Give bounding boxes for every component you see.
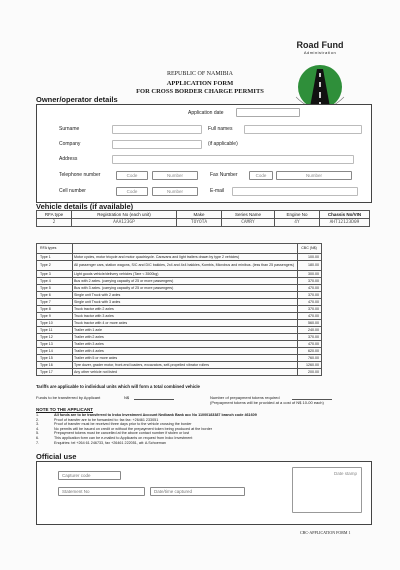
fax-code-field[interactable]: Code xyxy=(249,171,273,180)
email-field[interactable] xyxy=(232,187,358,196)
rates-cell-type: Type 5 xyxy=(37,285,73,292)
rates-cell-cbc: 200.00 xyxy=(298,369,322,376)
rates-cell-description: Single unit Truck with 2 axles xyxy=(73,292,298,299)
rates-row xyxy=(37,327,322,334)
official-use-title: Official use xyxy=(36,452,77,461)
owner-section-title: Owner/operator details xyxy=(36,95,118,104)
rates-cell-description: Motor cycles, motor tricycle and motor quadricycle. Caravans and light trailers drawn by type 2 vehicles) xyxy=(73,254,298,261)
logo-subname: Administration xyxy=(303,50,337,55)
rates-cell-type: Type 4 xyxy=(37,278,73,285)
rates-cell-cbc: 370.00 xyxy=(298,292,322,299)
company-if-applicable: (if applicable) xyxy=(208,141,238,147)
vehicle-cell-registration[interactable]: AAA123GP xyxy=(72,219,177,227)
rates-row xyxy=(37,341,322,348)
vehicle-table xyxy=(36,210,370,227)
rates-cell-description: Trailer with 3 axles xyxy=(73,341,298,348)
rates-row xyxy=(37,348,322,355)
note-item: 1. All funds are to be transferred to Iroko Investment Account Nedbank Bank acc No 11000183387 branch code 461609 xyxy=(36,413,257,417)
cell-label: Cell number xyxy=(59,188,86,194)
rates-cell-description: Any other vehicle not listed xyxy=(73,369,298,376)
vehicle-header-row xyxy=(37,211,370,219)
note-title: NOTE TO THE APPLICANT xyxy=(36,407,94,412)
rates-cell-cbc: 470.00 xyxy=(298,313,322,320)
logo-name: Road Fund xyxy=(296,40,344,50)
vehicle-header: Engine No xyxy=(275,211,320,219)
rates-row xyxy=(37,271,322,278)
rates-cell-cbc: 370.00 xyxy=(298,334,322,341)
vehicle-cell-series[interactable]: CAMRY xyxy=(222,219,275,227)
telephone-label: Telephone number xyxy=(59,172,101,178)
vehicle-cell-make[interactable]: TOYOTA xyxy=(177,219,222,227)
rates-row xyxy=(37,320,322,327)
rates-cell-type: Type 9 xyxy=(37,313,73,320)
rates-row xyxy=(37,254,322,261)
rates-row xyxy=(37,362,322,369)
rates-cell-cbc: 180.00 xyxy=(298,261,322,271)
rates-cell-description: Trailer with 1 axle xyxy=(73,327,298,334)
tokens-note: (Prepayment tokens will be provided at a cost of N$ 10-00 each) xyxy=(210,400,324,405)
note-item: 6. This application form can be e-mailed to Applicants on request from Iroko Investment xyxy=(36,435,193,440)
application-date-field[interactable] xyxy=(236,108,300,117)
rates-cell-type: Type 7 xyxy=(37,299,73,306)
rates-row xyxy=(37,285,322,292)
rates-cell-description: Bus with 2 axles. (carrying capacity of 25 or more passengers) xyxy=(73,278,298,285)
rates-cell-type: Type 8 xyxy=(37,306,73,313)
rates-row xyxy=(37,334,322,341)
telephone-number-field[interactable]: Number xyxy=(152,171,198,180)
rates-header-type: RFA types xyxy=(37,244,73,254)
date-stamp-field[interactable] xyxy=(292,467,362,513)
rates-cell-cbc: 470.00 xyxy=(298,285,322,292)
rates-cell-type: Type 17 xyxy=(37,369,73,376)
funds-label: Funds to be transferred by Applicant xyxy=(36,395,101,400)
email-label: E-mail xyxy=(210,188,225,194)
telephone-code-field[interactable]: Code xyxy=(116,171,148,180)
tariffs-note: Tariffs are applicable to individual units which will form a total combined vehicle xyxy=(36,384,200,389)
note-item: 4. No permits will be issued on credit or without the prepayment token being produced at the border xyxy=(36,426,213,431)
cell-number-field[interactable]: Number xyxy=(152,187,198,196)
rates-row xyxy=(37,278,322,285)
vehicle-cell-chassis[interactable]: AHT12123D09 xyxy=(320,219,370,227)
vehicle-header: Make xyxy=(177,211,222,219)
rates-cell-type: Type 6 xyxy=(37,292,73,299)
rates-cell-cbc: 620.00 xyxy=(298,348,322,355)
rates-cell-cbc: 300.00 xyxy=(298,271,322,278)
rates-cell-cbc: 470.00 xyxy=(298,341,322,348)
vehicle-cell-engine[interactable]: 4Y xyxy=(275,219,320,227)
rates-cell-description: Trailer with 4 axles xyxy=(73,348,298,355)
rates-cell-description: Tyre dozer, grader motor, front-end loaders, excavators, self-propelled vibrator rollers xyxy=(73,362,298,369)
rates-cell-type: Type 12 xyxy=(37,334,73,341)
fax-number-field[interactable]: Number xyxy=(276,171,352,180)
cell-code-field[interactable]: Code xyxy=(116,187,148,196)
rates-cell-description: Trailer with 2 axles xyxy=(73,334,298,341)
vehicle-header: RFA type xyxy=(37,211,72,219)
rfa-rates-table xyxy=(36,243,322,376)
note-list xyxy=(36,413,366,445)
rates-row xyxy=(37,369,322,376)
rates-cell-cbc: 370.00 xyxy=(298,306,322,313)
rates-header-description xyxy=(73,244,298,254)
rates-cell-description: All passenger cars, station wagons, S/C and D/C bakkies, 2x4 and 4x4 bakkies, Kombis, Microbus and minibus. (less than 25 passengers) xyxy=(73,261,298,271)
rates-cell-type: Type 2 xyxy=(37,261,73,271)
rates-cell-type: Type 1 xyxy=(37,254,73,261)
company-label: Company xyxy=(59,141,81,147)
rates-row xyxy=(37,261,322,271)
statement-no-field[interactable]: Statement No xyxy=(58,487,145,496)
note-item: 3. Proof of transfer must be received three days prior to the vehicle crossing the border xyxy=(36,422,192,427)
rates-cell-type: Type 13 xyxy=(37,341,73,348)
rates-cell-description: Truck tractor with 2 axles xyxy=(73,306,298,313)
country-title: REPUBLIC OF NAMIBIA xyxy=(166,71,233,77)
rates-cell-type: Type 10 xyxy=(37,320,73,327)
tokens-label: Number of prepayment tokens required xyxy=(210,395,280,400)
rates-row xyxy=(37,292,322,299)
vehicle-header: Series Name xyxy=(222,211,275,219)
rates-cell-cbc: 1260.00 xyxy=(298,362,322,369)
application-date-label: Application date xyxy=(188,110,224,116)
funds-amount-field[interactable] xyxy=(134,395,174,400)
datetime-captured-field[interactable]: Date/time captured xyxy=(150,487,245,496)
surname-label: Surname xyxy=(59,126,80,132)
rates-cell-type: Type 11 xyxy=(37,327,73,334)
rates-cell-description: Bus with 3 axles. (carrying capacity of 25 or more passengers) xyxy=(73,285,298,292)
rates-body xyxy=(37,254,322,376)
note-item: 5. Prepayment tokens must be cancelled at the above contact number if stolen or lost xyxy=(36,431,190,436)
capturer-code-field[interactable]: Capturer code xyxy=(58,471,121,480)
rates-row xyxy=(37,313,322,320)
rates-cell-description: Truck tractor with 3 axles xyxy=(73,313,298,320)
rates-cell-type: Type 16 xyxy=(37,362,73,369)
address-field[interactable] xyxy=(112,155,354,164)
rates-row xyxy=(37,306,322,313)
rates-cell-description: Trailer with 5 or more axles xyxy=(73,355,298,362)
rates-row xyxy=(37,299,322,306)
date-stamp-label: Date stamp xyxy=(333,471,357,476)
rates-cell-cbc: 560.00 xyxy=(298,320,322,327)
rates-cell-cbc: 760.00 xyxy=(298,355,322,362)
rates-cell-type: Type 15 xyxy=(37,355,73,362)
rates-cell-description: Single unit Truck with 3 axles xyxy=(73,299,298,306)
rates-cell-cbc: 470.00 xyxy=(298,299,322,306)
company-field[interactable] xyxy=(112,140,202,149)
rates-cell-type: Type 3 xyxy=(37,271,73,278)
vehicle-header: Chassis No/VIN xyxy=(320,211,370,219)
vehicle-section-title: Vehicle details (if available) xyxy=(36,202,134,211)
rates-cell-description: Truck tractor with 4 or more axles xyxy=(73,320,298,327)
rates-cell-type: Type 14 xyxy=(37,348,73,355)
vehicle-row[interactable] xyxy=(37,219,370,227)
rates-header-row xyxy=(37,244,322,254)
note-item: 7. Enquiries: tel +264 61 246733, fax +26461 222051, att: A.Schoeman xyxy=(36,440,166,445)
rates-cell-cbc: 370.00 xyxy=(298,278,322,285)
address-label: Address xyxy=(59,156,78,162)
rates-header-cbc: CBC (N$) xyxy=(298,244,322,254)
footer-form-code: CBC-APPLICATION FORM 1 xyxy=(300,530,351,535)
vehicle-cell-type[interactable]: 2 xyxy=(37,219,72,227)
form-title: APPLICATION FORM xyxy=(166,80,234,87)
funds-currency: N$ xyxy=(124,395,130,400)
rates-cell-description: Light goods vehicle/delivery vehicles (Tare < 3500kg) xyxy=(73,271,298,278)
vehicle-header: Registration No (each unit) xyxy=(72,211,177,219)
rates-cell-cbc: 100.00 xyxy=(298,254,322,261)
note-item: 2. Proof of transfer are to be forwarded to: fax fax: +26461 233051 xyxy=(36,417,159,422)
rates-row xyxy=(37,355,322,362)
full-names-field[interactable] xyxy=(244,125,362,134)
full-names-label: Full names xyxy=(208,126,233,132)
rates-cell-cbc: 240.00 xyxy=(298,327,322,334)
surname-field[interactable] xyxy=(112,125,202,134)
fax-label: Fax Number xyxy=(210,172,238,178)
form-subtitle: FOR CROSS BORDER CHARGE PERMITS xyxy=(136,88,264,95)
